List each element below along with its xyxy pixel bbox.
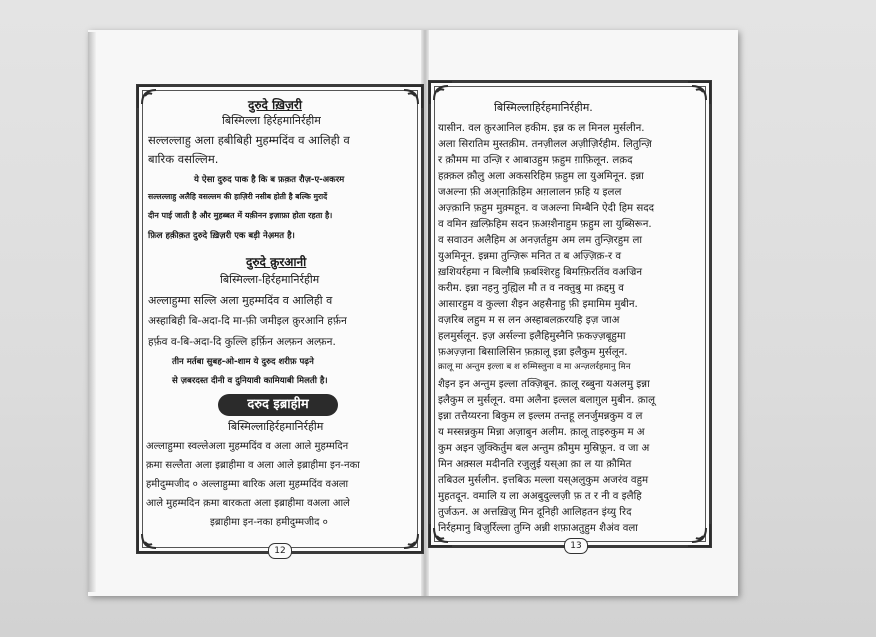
note-line: ये ऐसा दुरुद पाक है कि ब फ़क़त रौज़-ए-अकरम bbox=[194, 175, 345, 185]
body-line: शैइन इन अन्तुम इल्ला तक्ज़िबून. क़ालू रब्बुना यअलमु इन्ना bbox=[438, 379, 650, 390]
body-line: ख़शियर्रहमा न बिल्ग़ैबि फ़बश्शिरहु बिमग़्फ़िरतिंव वअज्रिन bbox=[438, 267, 642, 278]
body-line: क़मा सल्लैता अला इब्राहीमा व अला आले इब्राहीमा इन-नका bbox=[146, 460, 360, 471]
body-line: इन्ना तत्तैय्यरना बिकुम ल इल्लम तन्तहू लनर्जुमन्नकुम व ल bbox=[438, 411, 643, 422]
body-line: यासीन. वल क़ुरआनिल हकीम. इन्न क ल मिनल मुर्सलीन. bbox=[438, 123, 645, 134]
body-line: अस्हाबिही बि-अदा-दि मा-फ़ी जमीइल क़ुरआनि हर्फ़न bbox=[148, 315, 347, 327]
body-line: इब्राहीमा इन-नका हमीदुम्मजीद ० bbox=[210, 517, 328, 528]
note-line: दीन पाई जाती है और मुहब्बत में यक़ीनन इज़ाफ़ा होता रहता है। bbox=[148, 211, 333, 220]
body-line: हलमुर्सलून. इज़ अर्सल्ना इलैहिमुस्नैनि फ़कज़्ज़बूहुमा bbox=[438, 331, 626, 342]
body-line: अल्लाहुम्मा स्वल्लेअला मुहम्मदिंव व अला आले मुहम्मदिन bbox=[146, 441, 349, 452]
corner-ornament-icon bbox=[136, 84, 162, 110]
body-line: व सवाउन अलैहिम अ अनज़र्तहुम अम लम तुन्ज़िरहुम ला bbox=[438, 235, 643, 246]
body-line: युअमिनून. इन्नमा तुन्ज़िरू मनित त ब अज़्ज़िक़-र व bbox=[438, 251, 622, 262]
section-title-durude-qurani: दुरुदे क़ुरआनी bbox=[246, 255, 307, 269]
body-line: वज़रिब लहुम म स लन अस्हाबलक़रयहि इज़ जाअ bbox=[438, 315, 620, 326]
corner-ornament-icon bbox=[686, 80, 712, 106]
body-line: फ़अज़्ज़ना बिसालिसिन फ़क़ालू इन्ना इलैकुम मुर्सलून. bbox=[438, 347, 628, 358]
note-line: फ़िल हक़ीक़त दुरुदे ख़िज़री एक बड़ी नेअ़मत है। bbox=[148, 231, 295, 241]
body-line: हर्फ़व व-बि-अदा-दि कुल्लि हर्फ़िन अल्फ़न अल्फ़न. bbox=[148, 336, 336, 348]
body-line: हक़्क़ल क़ौलु अला अकसरिहिम फ़हुम ला युअमिनून. इन्ना bbox=[438, 171, 644, 182]
body-line: अल्लाहुम्मा सल्लि अला मुहम्मदिंव व आलिही व bbox=[148, 294, 333, 307]
page-number-right: 13 bbox=[564, 538, 588, 554]
bismillah-line: बिस्मिल्लाहिर्रहमानिर्रहीम. bbox=[494, 101, 593, 114]
body-line: मुहतदून. वमालि य ला अअबुदुल्लज़ी फ़ त र नी व इलैहि bbox=[438, 491, 642, 502]
body-line: सल्लल्लाहु अला हबीबिही मुहम्मदिंव व आलिही व bbox=[148, 133, 350, 147]
bismillah-line: बिस्मिल्ला-हिर्रहमानिर्रहीम bbox=[220, 273, 320, 286]
note-line: तीन मर्तबा सुबह-ओ-शाम ये दुरुद शरीफ़ पढ़ने bbox=[172, 357, 314, 367]
body-line: मिन अक़्सल मदीनति रजुलुई यस्आ क़ा ल या क़ौमित bbox=[438, 459, 632, 470]
body-line: अज़्क़ानि फ़हुम मुक़्महून. व जअल्ना मिम्बैनि ऐदी हिम सदद bbox=[438, 203, 655, 214]
bismillah-line: बिस्मिल्ला हिर्रहमानिर्रहीम bbox=[222, 114, 321, 127]
body-line: आले मुहम्मदिन क़मा बारकता अला इब्राहीमा वअला आले bbox=[146, 498, 350, 509]
corner-ornament-icon bbox=[398, 84, 424, 110]
body-line: कुम अइन ज़ुक्किर्तुम बल अन्तुम क़ौमुम मुस्रिफ़ून. व जा अ bbox=[438, 443, 650, 454]
body-line: हमीदुम्मजीद ० अल्लाहुम्मा बारिक अला मुहम्मदिंव वअला bbox=[146, 479, 349, 490]
body-line: करीम. इन्ना नहनु नुह्यिल मौ त व नक्तुबु मा क़द्दमु व bbox=[438, 283, 624, 294]
body-line: इलैकुम ल मुर्सलून. वमा अलैना इल्लल बलाग़ुल मुबीन. क़ालू bbox=[438, 395, 656, 406]
section-title-durude-khizri: दुरुदे ख़िज़री bbox=[248, 98, 302, 112]
body-line: बारिक वसल्लिम. bbox=[148, 152, 219, 166]
body-line: तुर्जऊन. अ अत्तख़िज़ु मिन दूनिही आलिहतन इंय्यु रिद bbox=[438, 507, 632, 518]
body-line: व वमिन ख़ल्फ़िहिम सदन फ़अग़्शैनाहुम फ़हुम ला युब्सिरून. bbox=[438, 219, 652, 230]
bismillah-line: बिस्मिल्लाहिर्रहमानिर्रहीम bbox=[228, 420, 324, 433]
book-page-edges bbox=[88, 32, 96, 592]
corner-ornament-icon bbox=[398, 528, 424, 554]
body-line: निर्रहमानु बिज़ुर्रिल्ला तुग्नि अन्नी शफ़ाअतुहुम शैअंव वला bbox=[438, 523, 638, 534]
body-line: र क़ौमम मा उन्ज़ि र आबाउहुम फ़हुम ग़ाफ़िलून. लक़द bbox=[438, 155, 633, 166]
body-line: तबिउल मुर्सलीन. इत्तबिऊ मल्ला यस्अलुकुम अजरंव वहुम bbox=[438, 475, 649, 486]
body-line: क़ालू मा अन्तुम इल्ला ब श रुम्मिस्लुना व मा अन्ज़लर्रहमानु मिन bbox=[438, 362, 631, 372]
corner-ornament-icon bbox=[686, 522, 712, 548]
corner-ornament-icon bbox=[136, 528, 162, 554]
section-title-durud-ibrahim: दरुद इब्राहीम bbox=[218, 394, 338, 416]
body-line: आसारहुम व कुल्ला शैइन अहसैनाहु फ़ी इमामिम मुबीन. bbox=[438, 299, 638, 310]
body-line: जअल्ना फ़ी अअ्नाक़िहिम अग़लालन फ़हि य इलल bbox=[438, 187, 622, 198]
note-line: सल्लल्लाहु अलैहि वसल्लम की हाज़िरी नसीब होती है बल्कि मुरादें bbox=[148, 192, 328, 201]
body-line: य मस्सन्नकुम मिन्ना अज़ाबुन अलीम. क़ालू ताइरुकुम म अ bbox=[438, 427, 645, 438]
corner-ornament-icon bbox=[428, 80, 454, 106]
body-line: अला सिरातिम मुस्तक़ीम. तनज़ीलल अज़ीज़िर्रहीम. लितुन्ज़ि bbox=[438, 139, 652, 150]
note-line: से ज़बरदस्त दीनी व दुनियावी कामियाबी मिलती है। bbox=[172, 376, 328, 386]
page-number-left: 12 bbox=[268, 543, 292, 559]
